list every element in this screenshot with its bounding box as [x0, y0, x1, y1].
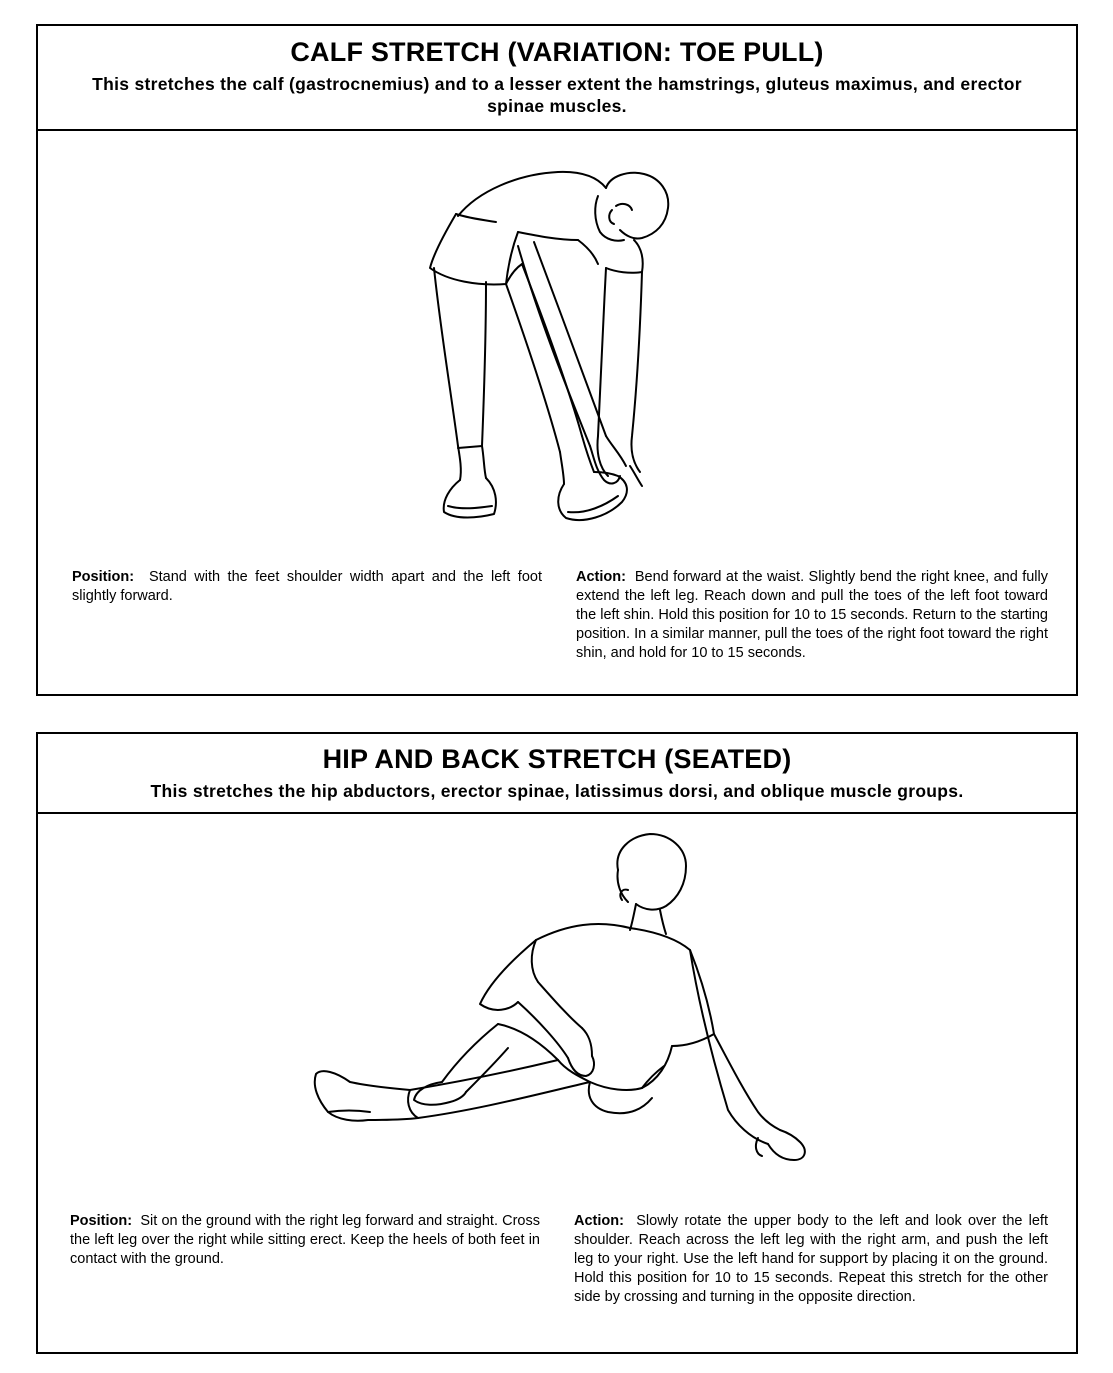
- calf-stretch-panel: [36, 24, 1078, 696]
- calf-stretch-illustration: [38, 136, 1076, 546]
- position-text: Sit on the ground with the right leg forward and straight. Cross the left leg over the right while sitting erect. Keep the heels of both feet in contact with the ground.: [70, 1213, 540, 1267]
- calf-stretch-position: [72, 568, 542, 606]
- action-label: Action:: [576, 569, 626, 585]
- hip-back-stretch-position: [70, 1212, 540, 1269]
- calf-stretch-title: CALF STRETCH (VARIATION: TOE PULL): [290, 37, 824, 67]
- position-label: Position:: [72, 569, 135, 585]
- calf-stretch-subtitle: This stretches the calf (gastrocnemius) and to a lesser extent the hamstrings, gluteus maximus, and erector spinae muscles.: [92, 74, 1022, 116]
- calf-stretch-action: [576, 568, 1048, 663]
- hip-back-stretch-header: [38, 734, 1076, 814]
- hip-back-stretch-title: HIP AND BACK STRETCH (SEATED): [322, 744, 792, 774]
- hip-back-stretch-panel: [36, 732, 1078, 1354]
- action-text: Slowly rotate the upper body to the left and look over the left shoulder. Reach across the left leg with the right arm, and push the left leg to your right. Use the left hand for support by placing it on the ground. Hold this position for 10 to 15 seconds. Repeat this stretch for the other side by crossing and turning in the opposite direction.: [574, 1213, 1048, 1305]
- hip-back-stretch-action: [574, 1212, 1048, 1307]
- hip-back-stretch-illustration: [38, 820, 1076, 1200]
- hip-back-stretch-subtitle: This stretches the hip abductors, erector spinae, latissimus dorsi, and oblique muscle groups.: [150, 781, 964, 801]
- position-text: Stand with the feet shoulder width apart and the left foot slightly forward.: [72, 569, 542, 604]
- position-label: Position:: [70, 1213, 133, 1229]
- action-label: Action:: [574, 1213, 624, 1229]
- calf-stretch-header: [38, 26, 1076, 131]
- action-text: Bend forward at the waist. Slightly bend the right knee, and fully extend the left leg. Reach down and pull the toes of the left foot toward the left shin. Hold this position for 10 to 15 seconds. Return to the starting position. In a similar manner, pull the toes of the right foot toward the right shin, and hold for 10 to 15 seconds.: [576, 569, 1049, 661]
